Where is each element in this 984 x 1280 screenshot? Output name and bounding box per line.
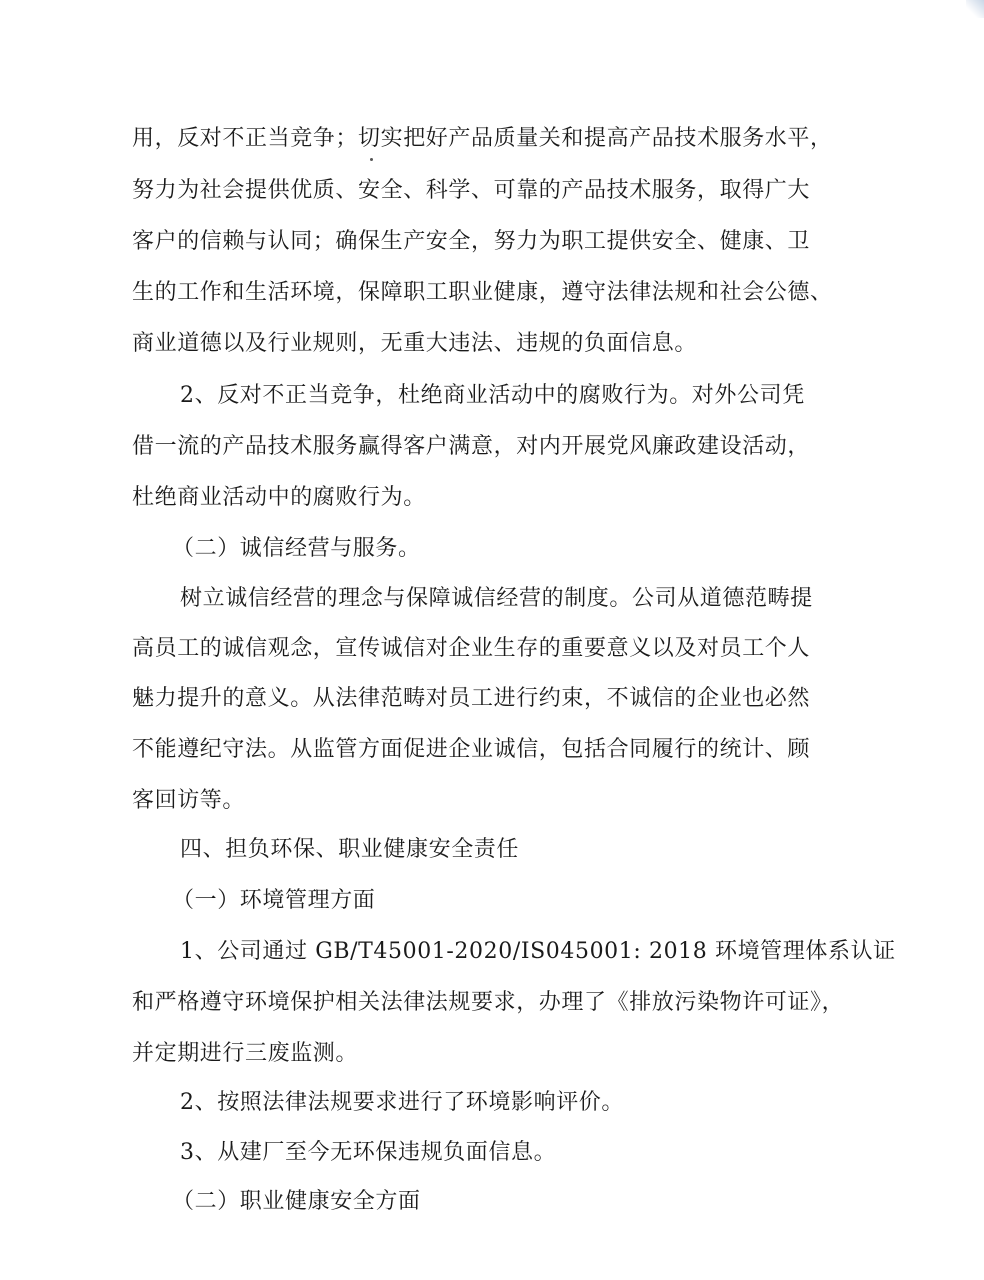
paragraph-line: 并定期进行三废监测。 (132, 1041, 359, 1066)
paragraph-line: 客回访等。 (132, 788, 246, 813)
paragraph-line: 1、公司通过 GB/T45001-2020/IS045001: 2018 环境管理体系认证 (180, 939, 896, 964)
paragraph-line: 杜绝商业活动中的腐败行为。 (132, 485, 426, 510)
subsection-heading: （一）环境管理方面 (172, 888, 376, 913)
section-heading: 四、担负环保、职业健康安全责任 (180, 837, 520, 862)
page-corner-shadow (966, 0, 984, 18)
paragraph-line: 3、从建厂至今无环保违规负面信息。 (180, 1140, 557, 1165)
scan-speck (370, 158, 373, 161)
subsection-heading: （二）职业健康安全方面 (172, 1189, 421, 1214)
paragraph-line: 2、反对不正当竞争，杜绝商业活动中的腐败行为。对外公司凭 (180, 383, 805, 408)
paragraph-line: 借一流的产品技术服务赢得客户满意，对内开展党风廉政建设活动， (132, 434, 811, 459)
paragraph-line: 用，反对不正当竞争；切实把好产品质量关和提高产品技术服务水平， (132, 126, 833, 151)
paragraph-line: 树立诚信经营的理念与保障诚信经营的制度。公司从道德范畴提 (180, 586, 813, 611)
paragraph-line: 和严格遵守环境保护相关法律法规要求，办理了《排放污染物许可证》， (132, 990, 845, 1015)
paragraph-line: 客户的信赖与认同；确保生产安全，努力为职工提供安全、健康、卫 (132, 229, 811, 254)
paragraph-line: 不能遵纪守法。从监管方面促进企业诚信，包括合同履行的统计、顾 (132, 737, 811, 762)
paragraph-line: 魅力提升的意义。从法律范畴对员工进行约束，不诚信的企业也必然 (132, 686, 811, 711)
paragraph-line: 努力为社会提供优质、安全、科学、可靠的产品技术服务，取得广大 (132, 178, 811, 203)
paragraph-line: 高员工的诚信观念，宣传诚信对企业生存的重要意义以及对员工个人 (132, 636, 811, 661)
paragraph-line: 2、按照法律法规要求进行了环境影响评价。 (180, 1090, 624, 1115)
paragraph-line: 生的工作和生活环境，保障职工职业健康，遵守法律法规和社会公德、 (132, 280, 833, 305)
section-heading: （二）诚信经营与服务。 (172, 536, 421, 561)
paragraph-line: 商业道德以及行业规则，无重大违法、违规的负面信息。 (132, 331, 698, 356)
